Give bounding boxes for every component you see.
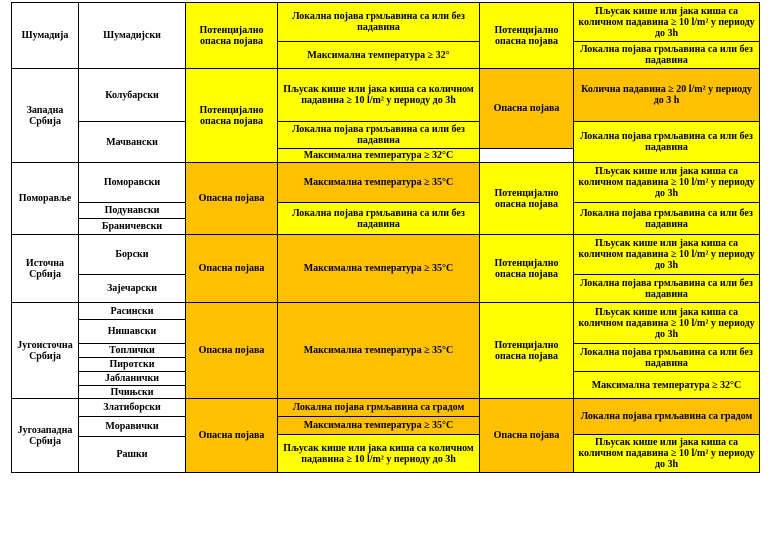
- day1-warning-item: Пљусак кише или јака киша са количном падавина ≥ 10 l/m² у периоду до 3h: [278, 69, 480, 122]
- day2-warning-item: Пљусак кише или јака киша са количном падавина ≥ 10 l/m² у периоду до 3h: [574, 435, 760, 473]
- day2-warning-level: Опасна појава: [480, 69, 574, 149]
- day2-warning-item: Локална појава грмљавина са или без падавина: [574, 203, 760, 235]
- district-name: Топлички: [79, 344, 186, 358]
- day1-warning-level: Опасна појава: [186, 163, 278, 235]
- day2-warning-item: Пљусак кише или јака киша са количном падавина ≥ 10 l/m² у периоду до 3h: [574, 3, 760, 42]
- district-name: Моравички: [79, 417, 186, 437]
- day2-warning-level: Потенцијално опасна појава: [480, 235, 574, 303]
- district-name: Златиборски: [79, 399, 186, 417]
- district-name: Колубарски: [79, 69, 186, 122]
- day1-warning-level: Потенцијално опасна појава: [186, 3, 278, 69]
- day2-warning-item: Пљусак кише или јака киша са количном падавина ≥ 10 l/m² у периоду до 3h: [574, 303, 760, 344]
- day1-warning-level: Опасна појава: [186, 399, 278, 473]
- day2-warning-item: Локална појава грмљавина са или без падавина: [574, 42, 760, 69]
- day1-warning-level: Опасна појава: [186, 303, 278, 399]
- region-name: Југоисточна Србија: [12, 303, 79, 399]
- day1-warning-item: Пљусак кише или јака киша са количном падавина ≥ 10 l/m² у периоду до 3h: [278, 435, 480, 473]
- district-name: Пиротски: [79, 358, 186, 372]
- district-name: Подунавски: [79, 203, 186, 219]
- day2-warning-level: Потенцијално опасна појава: [480, 3, 574, 69]
- day1-warning-item: Максимална температура ≥ 32°C: [278, 149, 480, 163]
- day2-warning-item: Пљусак кише или јака киша са количном падавина ≥ 10 l/m² у периоду до 3h: [574, 163, 760, 203]
- day1-warning-item: Локална појава грмљавина са или без падавина: [278, 122, 480, 149]
- region-name: Поморавље: [12, 163, 79, 235]
- region-name: Источна Србија: [12, 235, 79, 303]
- day1-warning-level: Потенцијално опасна појава: [186, 69, 278, 163]
- day2-warning-item: Локална појава грмљавина са или без падавина: [574, 344, 760, 372]
- day2-warning-item: Пљусак кише или јака киша са количном падавина ≥ 10 l/m² у периоду до 3h: [574, 235, 760, 275]
- day1-warning-item: Максимална температура ≥ 32°: [278, 42, 480, 69]
- day1-warning-item: Максимална температура ≥ 35°C: [278, 235, 480, 303]
- district-name: Борски: [79, 235, 186, 275]
- day1-warning-item: Максимална температура ≥ 35°C: [278, 303, 480, 399]
- day2-warning-item: Локална појава грмљавина са градом: [574, 399, 760, 435]
- region-name: Југозападна Србија: [12, 399, 79, 473]
- day2-warning-level: Потенцијално опасна појава: [480, 303, 574, 399]
- district-name: Поморавски: [79, 163, 186, 203]
- weather-warning-table: [11, 2, 760, 473]
- day1-warning-item: Локална појава грмљавина са или без падавина: [278, 203, 480, 235]
- day1-warning-item: Максимална температура ≥ 35°C: [278, 163, 480, 203]
- district-name: Браничевски: [79, 219, 186, 235]
- district-name: Зајечарски: [79, 275, 186, 303]
- day1-warning-level: Опасна појава: [186, 235, 278, 303]
- day2-warning-level: Потенцијално опасна појава: [480, 163, 574, 235]
- day2-warning-item: Локална појава грмљавина са или без падавина: [574, 275, 760, 303]
- day2-warning-item: Локална појава грмљавина са или без падавина: [574, 122, 760, 163]
- day2-warning-item: Колична падавина ≥ 20 l/m² у периоду до 3 h: [574, 69, 760, 122]
- region-name: Шумадија: [12, 3, 79, 69]
- day1-warning-item: Максимална температура ≥ 35°C: [278, 417, 480, 435]
- day1-warning-item: Локална појава грмљавина са градом: [278, 399, 480, 417]
- day1-warning-item: Локална појава грмљавина са или без падавина: [278, 3, 480, 42]
- day2-warning-item: Максимална температура ≥ 32°C: [574, 372, 760, 399]
- district-name: Рашки: [79, 437, 186, 473]
- district-name: Мачвански: [79, 122, 186, 163]
- day2-warning-level: Опасна појава: [480, 399, 574, 473]
- district-name: Нишавски: [79, 320, 186, 344]
- district-name: Пчињски: [79, 386, 186, 399]
- district-name: Расински: [79, 303, 186, 320]
- district-name: Јабланички: [79, 372, 186, 386]
- region-name: Западна Србија: [12, 69, 79, 163]
- district-name: Шумадијски: [79, 3, 186, 69]
